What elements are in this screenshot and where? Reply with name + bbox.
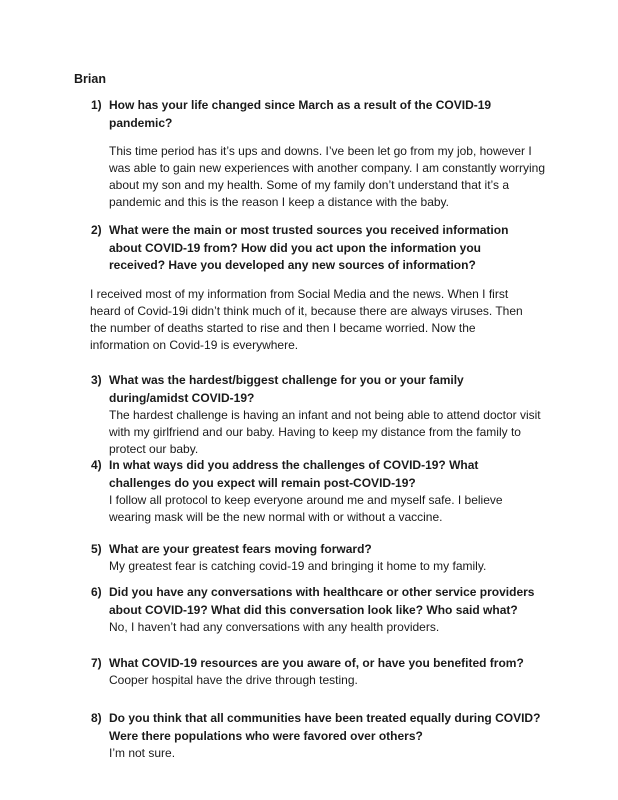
answer-text-2: I received most of my information from Social Media and the news. When I first heard of Covid-19i didn’t think much of it, because there are always viruses. Then the number of deaths started to rise and then I became worried. Now the information on Covid-19 is everywhere. xyxy=(90,287,523,352)
question-text: In what ways did you address the challenges of COVID-19? What challenges do you expect will remain post-COVID-19? xyxy=(109,458,479,490)
answer-text-3: The hardest challenge is having an infant and not being able to attend doctor visit with my girlfriend and our baby. Having to keep my distance from the family to protect our baby. xyxy=(109,408,541,456)
question-text: What was the hardest/biggest challenge for you or your family during/amidst COVID-19? xyxy=(109,373,464,405)
question-text: How has your life changed since March as a result of the COVID-19 pandemic? xyxy=(109,98,492,130)
question-number: 7) xyxy=(91,656,102,670)
question-text: What were the main or most trusted sources you received information about COVID-19 from? How did you act upon the information you received? Have you developed any new sources of information? xyxy=(109,223,509,272)
question-number: 8) xyxy=(91,711,102,725)
question-text: Do you think that all communities have been treated equally during COVID? Were there populations who were favored over others? xyxy=(109,711,541,743)
question-number: 3) xyxy=(91,373,102,387)
question-text: What COVID-19 resources are you aware of, or have you benefited from? xyxy=(109,656,524,670)
question-number: 6) xyxy=(91,585,102,599)
answer-text-5: My greatest fear is catching covid-19 and bringing it home to my family. xyxy=(109,559,487,573)
question-text: Did you have any conversations with healthcare or other service providers about COVID-19? What did this conversation look like? Who said what? xyxy=(109,585,535,617)
question-number: 1) xyxy=(91,98,102,112)
respondent-name: Brian xyxy=(74,72,106,86)
answer-text-6: No, I haven’t had any conversations with any health providers. xyxy=(109,620,440,634)
question-number: 2) xyxy=(91,223,102,237)
question-number: 4) xyxy=(91,458,102,472)
answer-text-1: This time period has it’s ups and downs. I’ve been let go from my job, however I was able to gain new experiences with another company. I am constantly worrying about my son and my health. Some of my family don’t understand that it’s a pandemic and this is the reason I keep a distance with the baby. xyxy=(109,144,546,209)
answer-text-4: I follow all protocol to keep everyone around me and myself safe. I believe wearing mask will be the new normal with or without a vaccine. xyxy=(109,493,503,524)
answer-text-7: Cooper hospital have the drive through testing. xyxy=(109,673,358,687)
answer-text-8: I’m not sure. xyxy=(109,746,176,760)
question-text: What are your greatest fears moving forward? xyxy=(109,542,372,556)
question-number: 5) xyxy=(91,542,102,556)
